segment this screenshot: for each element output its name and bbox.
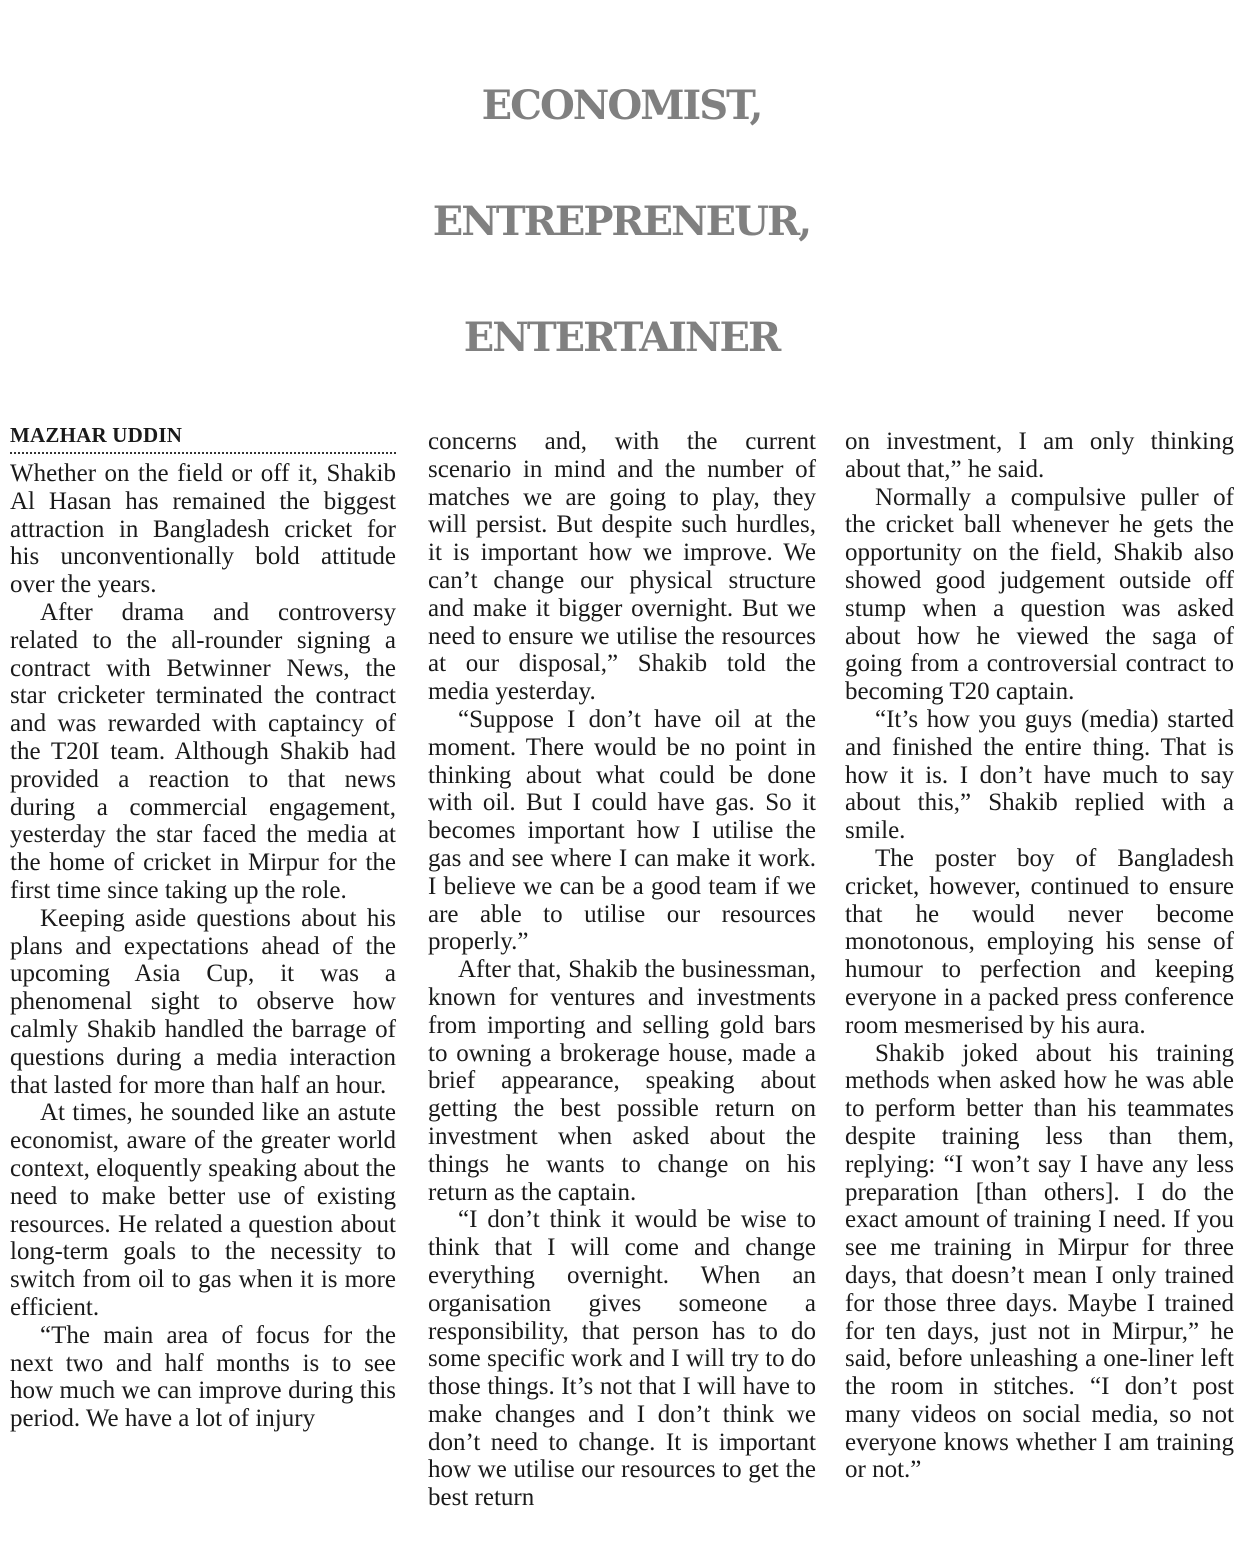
byline: MAZHAR UDDIN [10,422,396,454]
paragraph: “It’s how you guys (media) started and finished the entire thing. That is how it is. I don’t have much to say about this,” Shakib replied with a smile. [845,705,1234,845]
article-column-1 [10,422,396,1433]
paragraph: “Suppose I don’t have oil at the moment. There would be no point in thinking about what could be done with oil. But I could have gas. So it becomes important how I utilise the gas and see where I can make it work. I believe we can be a good team if we are able to utilise our resources properly.” [428,705,816,956]
paragraph: After that, Shakib the businessman, known for ventures and investments from importing and selling gold bars to owning a brokerage house, made a brief appearance, speaking about getting the best possible return on investment when asked about the things he wants to change on his return as the captain. [428,956,816,1206]
paragraph: “I don’t think it would be wise to think that I will come and change everything overnight. When an organisation gives someone a responsibility, that person has to do some specific work and I will try to do those things. It’s not that I will have to make changes and I don’t think we don’t need to change. It is important how we utilise our resources to get the best return [428,1206,816,1512]
paragraph: “The main area of focus for the next two and half months is to see how much we can improve during this period. We have a lot of injury [10,1321,396,1433]
paragraph: on investment, I am only thinking about that,” he said. [845,428,1234,483]
paragraph: Normally a compulsive puller of the cricket ball whenever he gets the opportunity on the field, Shakib also showed good judgement outside off stump when a question was asked about how he viewed the saga of going from a controversial contract to becoming T20 captain. [845,483,1234,706]
paragraph: Keeping aside questions about his plans and expectations ahead of the upcoming Asia Cup, it was a phenomenal sight to observe how calmly Shakib handled the barrage of questions during a media interaction that lasted for more than half an hour. [10,904,396,1099]
headline-line-1: ECONOMIST, [481,82,762,129]
paragraph: Shakib joked about his training methods when asked how he was able to perform better than his teammates despite training less than them, replying: “I won’t say I have any less preparation [than others]. I do the exact amount of training I need. If you see me training in Mirpur for three days, that doesn’t mean I only trained for those three days. Maybe I trained for ten days, just not in Mirpur,” he said, before unleashing a one-liner left the room in stitches. “I don’t post many videos on social media, so not everyone knows whether I am training or not.” [845,1039,1234,1484]
headline-line-2: ENTREPRENEUR, [432,198,811,245]
paragraph: After drama and controversy related to the all-rounder signing a contract with Betwinner News, the star cricketer terminated the contract and was rewarded with captaincy of the T20I team. Although Shakib had provided a reaction to that news during a commercial engagement, yesterday the star faced the media at the home of cricket in Mirpur for the first time since taking up the role. [10,598,396,904]
paragraph: Whether on the field or off it, Shakib Al Hasan has remained the biggest attraction in Bangladesh cricket for his unconventionally bold attitude over the years. [10,460,396,599]
article-column-3 [845,428,1234,1484]
headline [0,48,1243,396]
paragraph: The poster boy of Bangladesh cricket, however, continued to ensure that he would never become monotonous, employing his sense of humour to perfection and keeping everyone in a packed press conference room mesmerised by his aura. [845,844,1234,1039]
paragraph: At times, he sounded like an astute economist, aware of the greater world context, eloquently speaking about the need to make better use of existing resources. He related a question about long-term goals to the necessity to switch from oil to gas when it is more efficient. [10,1099,396,1321]
article-column-2 [428,428,816,1512]
headline-line-3: ENTERTAINER [463,314,780,361]
paragraph: concerns and, with the current scenario in mind and the number of matches we are going to play, they will persist. But despite such hurdles, it is important how we improve. We can’t change our physical structure and make it bigger overnight. But we need to ensure we utilise the resources at our disposal,” Shakib told the media yesterday. [428,428,816,706]
